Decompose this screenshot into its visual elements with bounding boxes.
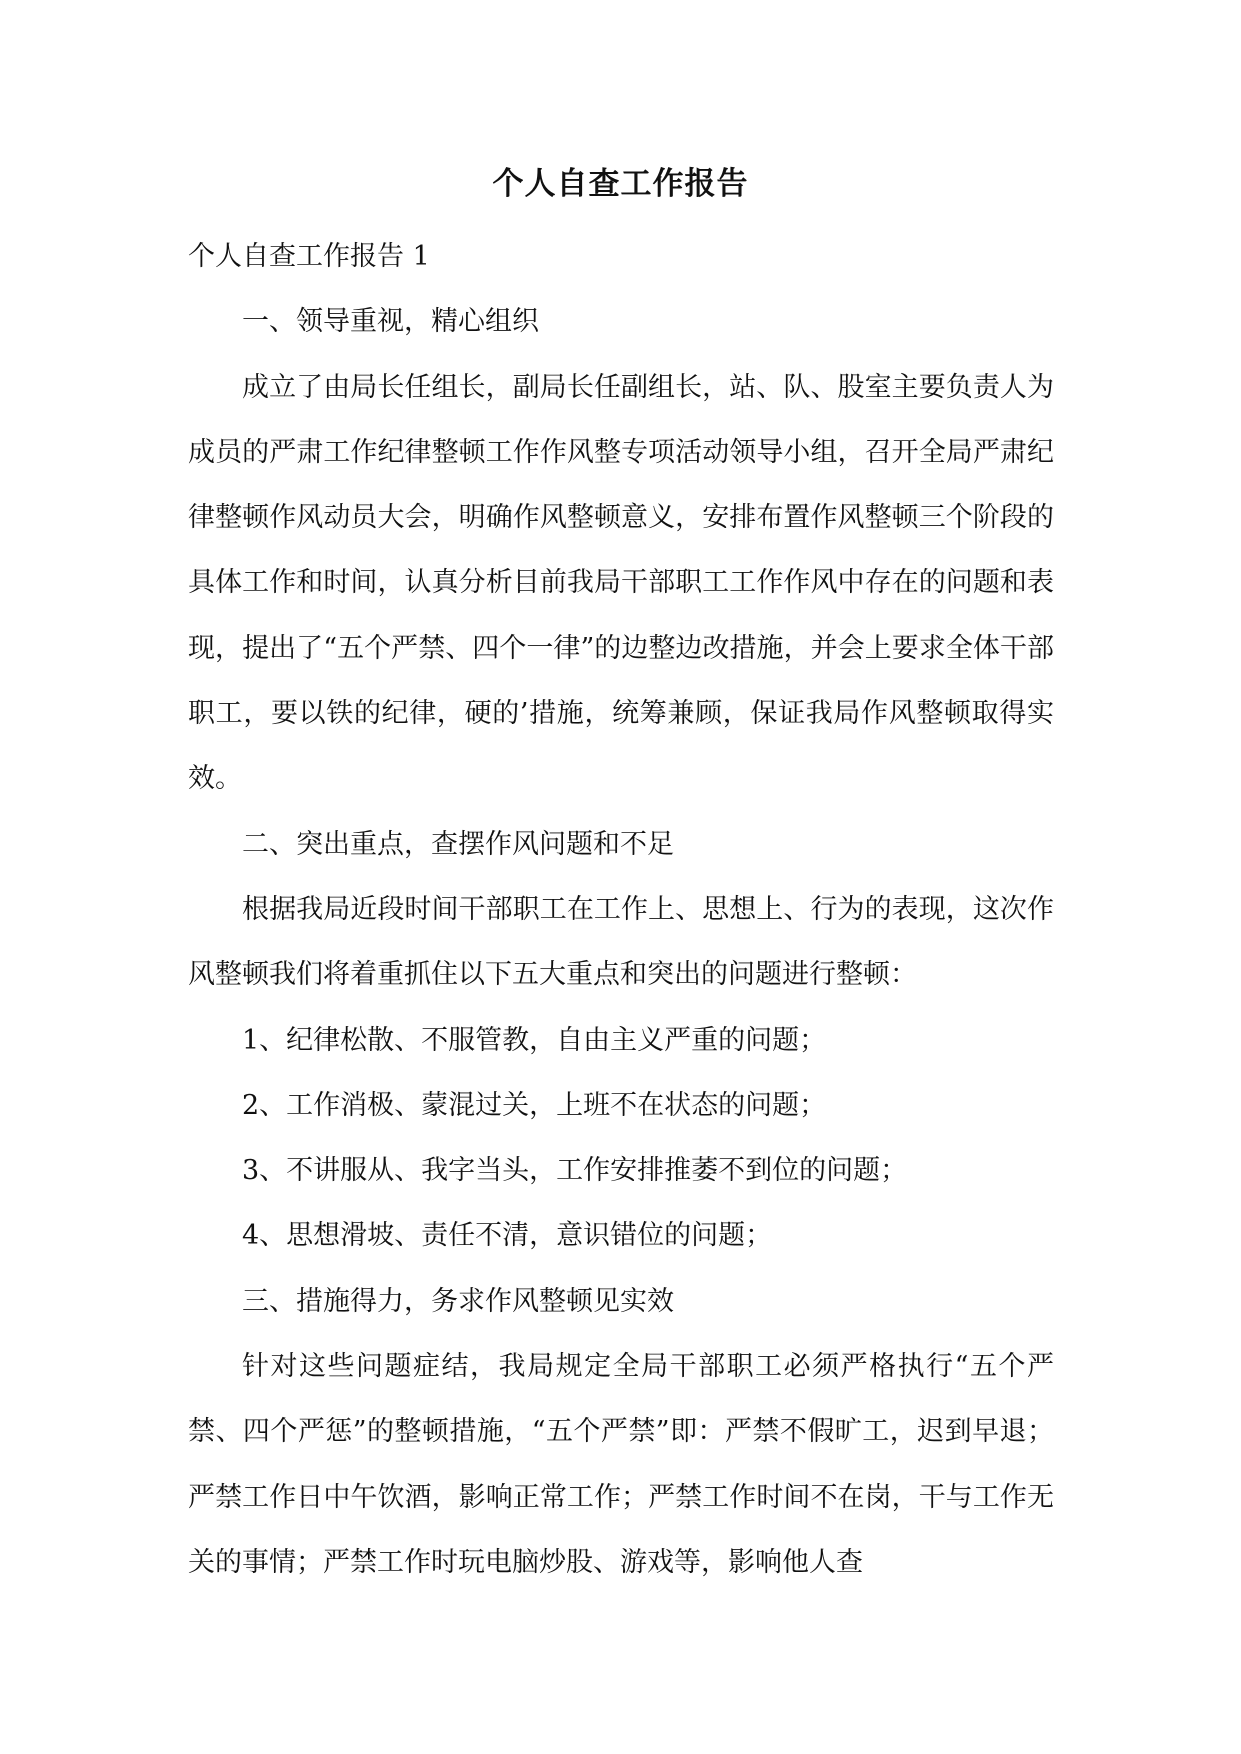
section-heading: 二、突出重点，查摆作风问题和不足 <box>242 828 674 860</box>
section-heading: 三、措施得力，务求作风整顿见实效 <box>242 1285 674 1317</box>
document-body <box>188 224 1054 1595</box>
paragraph: 根据我局近段时间干部职工在工作上、思想上、行为的表现，这次作风整顿我们将着重抓住以下五大重点和突出的问题进行整顿： <box>188 893 1054 991</box>
list-item: 2、工作消极、蒙混过关，上班不在状态的问题； <box>242 1089 827 1121</box>
document-title: 个人自查工作报告 <box>492 166 749 202</box>
paragraph: 成立了由局长任组长，副局长任副组长，站、队、股室主要负责人为成员的严肃工作纪律整顿工作作风整专项活动领导小组，召开全局严肃纪律整顿作风动员大会，明确作风整顿意义，安排布置作风整顿三个阶段的具体工作和时间，认真分析目前我局干部职工工作作风中存在的问题和表现，提出了“五个严禁、四个一律”的边整边改措施，并会上要求全体干部职工，要以铁的纪律，硬的’措施，统筹兼顾，保证我局作风整顿取得实效。 <box>188 371 1054 795</box>
list-item: 4、思想滑坡、责任不清，意识错位的问题； <box>242 1220 773 1252</box>
section-heading: 一、领导重视，精心组织 <box>242 306 539 338</box>
list-item: 1、纪律松散、不服管教，自由主义严重的问题； <box>242 1024 827 1056</box>
paragraph: 针对这些问题症结，我局规定全局干部职工必须严格执行“五个严禁、四个严惩”的整顿措施，“五个严禁”即：严禁不假旷工，迟到早退；严禁工作日中午饮酒，影响正常工作；严禁工作时间不在岗，干与工作无关的事情；严禁工作时玩电脑炒股、游戏等，影响他人查 <box>188 1351 1054 1578</box>
list-item: 3、不讲服从、我字当头，工作安排推萎不到位的问题； <box>242 1155 908 1187</box>
paragraph: 个人自查工作报告 1 <box>188 241 430 272</box>
